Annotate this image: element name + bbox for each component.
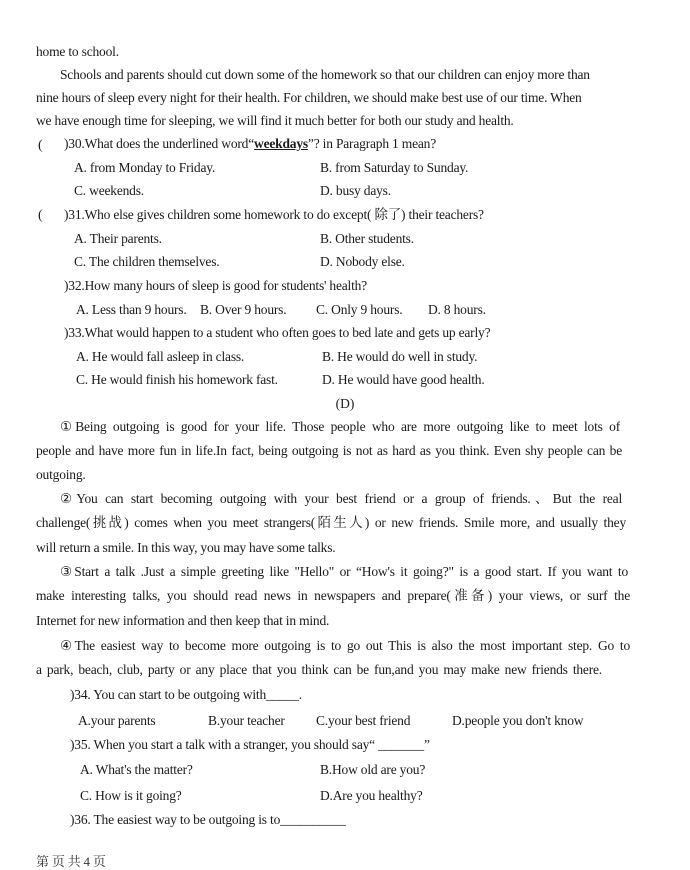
option-b: B.your teacher <box>208 713 285 728</box>
option-d: D. He would have good health. <box>322 372 485 387</box>
passage-line: we have enough time for sleeping, we will find it much better for both our study and health. <box>36 113 514 128</box>
question-36-stem: )36. The easiest way to be outgoing is to__________ <box>70 812 346 827</box>
option-a: A. from Monday to Friday. <box>74 160 216 175</box>
option-d: D. 8 hours. <box>428 302 486 317</box>
option-d: D.people you don't know <box>452 713 584 728</box>
answer-bracket: ( <box>38 138 43 153</box>
page-footer: 第 页 共 4 页 <box>36 854 106 869</box>
question-31-stem: )31.Who else gives children some homework to do except( 除了) their teachers? <box>64 207 484 222</box>
passage-line: ①Being outgoing is good for your life. Those people who are more outgoing like to meet lots of <box>60 419 620 434</box>
passage-line: a park, beach, club, party or any place that you think can be fun,and you may make new friends there. <box>36 662 602 677</box>
option-c: C. How is it going? <box>80 788 182 803</box>
section-heading: (D) <box>335 396 355 411</box>
option-b: B. He would do well in study. <box>322 349 478 364</box>
passage-line: outgoing. <box>36 467 86 482</box>
option-a: A.your parents <box>78 713 156 728</box>
question-33-stem: )33.What would happen to a student who often goes to bed late and gets up early? <box>64 325 491 340</box>
answer-bracket: ( <box>38 208 43 223</box>
question-30-stem: )30.What does the underlined word“weekdays”? in Paragraph 1 mean? <box>64 136 437 151</box>
option-d: D. busy days. <box>320 183 391 198</box>
option-a: A. What's the matter? <box>80 762 193 777</box>
passage-line: make interesting talks, you should read news in newspapers and prepare(准备) your views, or surf the <box>36 588 630 603</box>
option-d: D.Are you healthy? <box>320 788 423 803</box>
passage-line: people and have more fun in life.In fact, being outgoing is not as hard as you think. Even shy people can be <box>36 443 622 458</box>
passage-line: Internet for new information and then keep that in mind. <box>36 613 330 628</box>
question-34-stem: )34. You can start to be outgoing with_____. <box>70 687 302 702</box>
option-c: C. He would finish his homework fast. <box>76 372 278 387</box>
passage-line: Schools and parents should cut down some of the homework so that our children can enjoy more than <box>60 67 590 82</box>
option-c: C. weekends. <box>74 183 144 198</box>
option-c: C.your best friend <box>316 713 411 728</box>
option-b: B. Over 9 hours. <box>200 302 287 317</box>
passage-line: home to school. <box>36 44 119 59</box>
option-a: A. Their parents. <box>74 231 162 246</box>
passage-line: nine hours of sleep every night for their health. For children, we should make best use of our time. When <box>36 90 582 105</box>
passage-line: ③Start a talk .Just a simple greeting like "Hello" or “How's it going?" is a good start. If you want to <box>60 564 628 579</box>
option-b: B. from Saturday to Sunday. <box>320 160 469 175</box>
passage-line: challenge(挑战) comes when you meet strangers(陌生人) or new friends. Smile more, and usually they <box>36 515 626 530</box>
option-d: D. Nobody else. <box>320 254 405 269</box>
option-c: C. The children themselves. <box>74 254 220 269</box>
passage-line: will return a smile. In this way, you may have some talks. <box>36 540 336 555</box>
option-c: C. Only 9 hours. <box>316 302 403 317</box>
option-a: A. Less than 9 hours. <box>76 302 187 317</box>
passage-line: ②You can start becoming outgoing with your best friend or a group of friends.、But the real <box>60 491 622 506</box>
option-b: B. Other students. <box>320 231 414 246</box>
question-35-stem: )35. When you start a talk with a stranger, you should say“ _______” <box>70 737 430 752</box>
passage-line: ④The easiest way to become more outgoing is to go out This is also the most important step. Go to <box>60 638 630 653</box>
option-b: B.How old are you? <box>320 762 426 777</box>
underlined-word: weekdays <box>254 136 308 151</box>
option-a: A. He would fall asleep in class. <box>76 349 245 364</box>
question-32-stem: )32.How many hours of sleep is good for students' health? <box>64 278 367 293</box>
